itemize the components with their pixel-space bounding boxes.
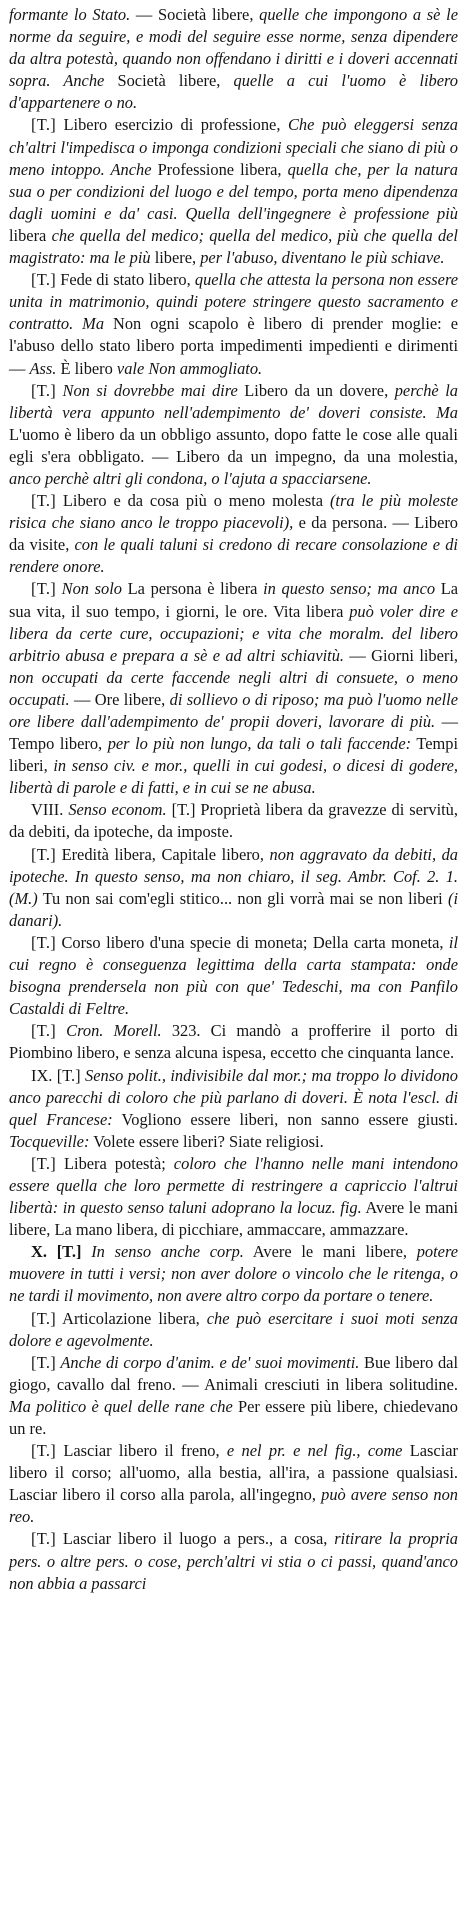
italic-text: Cron. Morell.	[56, 1021, 162, 1041]
source-tag: [T.]	[31, 579, 57, 599]
text-run: Professione libera,	[157, 159, 288, 179]
italic-text: potere muovere in tutti i versi; non aver dolore o vincolo che le ritenga, o ne tardi il movimento, non avere altro corpo da portare o tenere.	[9, 1242, 458, 1306]
entry-paragraph	[9, 380, 458, 490]
entry-paragraph	[9, 844, 458, 932]
text-run: VIII.	[31, 800, 69, 820]
entry-paragraph	[9, 1020, 458, 1064]
text-run: e da persona. — Libero da visite,	[9, 513, 458, 555]
entry-paragraph	[9, 1352, 458, 1440]
source-tag: [T.]	[31, 115, 57, 135]
italic-text: che quella del medico; quella del medico, più che quella del magistrato: ma le più	[9, 225, 458, 268]
source-tag: [T.]	[31, 491, 57, 511]
source-tag: [T.]	[31, 1441, 57, 1461]
italic-text: Che può eleggersi senza ch'altri l'impedisca o imponga condizioni speciali che siano di più o meno intoppo.	[9, 115, 458, 179]
italic-text: (i danari).	[9, 888, 458, 930]
italic-text: Ass.	[29, 358, 57, 378]
entry-paragraph	[9, 932, 458, 1020]
text-run: È libero	[56, 358, 117, 378]
text-run: Avere le mani libere, La mano libera, di picchiare, ammaccare, ammazzare.	[9, 1198, 458, 1240]
source-tag: [T.]	[31, 1021, 57, 1041]
italic-text: può avere senso non reo.	[9, 1485, 459, 1527]
italic-text: formante lo Stato.	[9, 5, 131, 24]
italic-text: quelle che impongono a sè le norme da seguire, e modi del seguire esse norme, senza dipendere da altra potestà, quando non offendano i diritti e i doveri accennati sopra.	[9, 5, 459, 91]
text-run: IX. [T.]	[31, 1065, 86, 1085]
text-run: [T.] Proprietà libera da gravezze di servitù, da debiti, da ipoteche, da imposte.	[9, 800, 458, 842]
entry-paragraph	[9, 490, 458, 578]
text-run: Volete essere liberi? Siate religiosi.	[89, 1131, 324, 1151]
entry-paragraph	[9, 1241, 458, 1307]
source-tag: [T.]	[31, 844, 57, 864]
italic-text: Tocqueville:	[9, 1131, 90, 1151]
italic-text: ritirare la propria pers. o altre pers. o cose, perch'altri vi stia o ci passi, quand'anco non abbia a passarci	[9, 1529, 458, 1593]
italic-text: il cui regno è conseguenza legittima della carta stampata: onde bisogna prendersela non più con que' Tedeschi, ma con Panfilo Castaldi di Feltre.	[9, 932, 458, 1019]
text-run: Libera potestà;	[56, 1153, 174, 1173]
text-run: Lasciar libero il freno,	[56, 1441, 227, 1461]
text-run: Lasciar libero il corso; all'uomo, alla bestia, all'ira, a passione qualsiasi. Lasciar libero il corso alla parola, all'ingegno,	[9, 1441, 458, 1505]
text-run: libera	[9, 225, 52, 245]
entry-paragraph	[9, 4, 458, 114]
italic-text: con le quali taluni si credono di recare consolazione e di rendere onore.	[9, 535, 458, 577]
italic-text: Senso polit., indivisibile dal mor.; ma troppo lo dividono anco parecchi di coloro che più parlano di doveri. È nota l'escl. di quel Francese:	[9, 1065, 458, 1129]
italic-text: per l'abuso, diventano le più schiave.	[200, 248, 445, 268]
italic-text: anco perchè altri gli condona, o l'ajuta a spacciarsene.	[9, 468, 372, 488]
italic-text: Anche	[104, 159, 158, 179]
text-run: La sua vita, il suo tempo, i giorni, le ore. Vita libera	[9, 579, 458, 621]
italic-text: Senso econom.	[68, 800, 167, 820]
text-run: Fede di stato libero,	[56, 270, 195, 290]
text-run: Lasciar libero il luogo a pers., a cosa,	[56, 1529, 335, 1549]
italic-text: di sollievo o di riposo; ma può l'uomo nelle ore libere dall'adempimento de' propii doveri, lavorare di più.	[9, 689, 459, 731]
text-run: 323. Ci mandò a profferire il porto di Piombino libero, e senza alcuna ispesa, eccetto che cinquanta lance.	[9, 1021, 458, 1063]
source-tag: [T.]	[31, 380, 57, 400]
italic-text: Ma politico è quel delle rane che	[9, 1396, 233, 1416]
text-run: libere,	[154, 248, 201, 268]
source-tag: [T.]	[31, 1308, 57, 1328]
italic-text: Anche di corpo d'anim. e de' suoi movimenti.	[56, 1352, 360, 1372]
source-tag: [T.]	[31, 1529, 57, 1549]
text-run: — Giorni liberi,	[344, 645, 459, 665]
italic-text: perchè la libertà vera appunto nell'adempimento de' doveri consiste. Ma	[9, 380, 458, 422]
entry-paragraph	[9, 1440, 458, 1528]
italic-text: (tra le più moleste risica che siano anco le troppo piacevoli),	[9, 491, 458, 533]
text-run: Tu non sai com'egli stitico... non gli vorrà mai se non liberi	[37, 888, 448, 908]
italic-text: in senso civ. e mor., quelli in cui godesi, o dicesi di godere, libertà di parole e di fatti, e in cui se ne abusa.	[9, 756, 458, 798]
entry-paragraph	[9, 1528, 458, 1594]
italic-text: Anche	[50, 71, 118, 91]
italic-text: coloro che l'hanno nelle mani intendono essere quella che loro permette di restringere a capriccio l'altrui libertà: in questo senso taluni adoprano la locuz. fig.	[9, 1153, 458, 1218]
text-run: Società libere,	[117, 71, 234, 91]
text-run: Vogliono essere liberi, non sanno essere giusti.	[112, 1109, 458, 1129]
italic-text: non occupati da certe faccende negli altri di consuete, o meno occupati.	[9, 667, 458, 709]
entry-paragraph	[9, 578, 458, 799]
italic-text: può voler dire e libera da certe cure, occupazioni; e vita che moralm. del libero arbitrio abusa e prepara a sè e ad altri schiavitù.	[9, 601, 458, 665]
italic-text: in questo senso; ma anco	[263, 579, 436, 599]
italic-text: non aggravato da debiti, da ipoteche. In questo senso, ma non chiaro, il seg. Ambr. Cof. 2. 1. (M.)	[9, 844, 458, 908]
text-run: Libero da un dovere,	[237, 380, 395, 400]
text-run: Per essere più libere, chiedevano un re.	[9, 1396, 458, 1438]
source-tag: [T.]	[31, 932, 57, 952]
entry-paragraph	[9, 114, 458, 269]
italic-text: In senso anche corp.	[91, 1242, 244, 1262]
entry-paragraph	[9, 1065, 458, 1153]
entry-paragraph	[9, 1308, 458, 1352]
text-run: — Società libere,	[130, 5, 260, 24]
italic-text: Non si dovrebbe mai dire	[56, 380, 238, 400]
italic-text: quella che attesta la persona non essere unita in matrimonio, quindi potere stringere questo sacramento e contratto. Ma	[9, 270, 458, 334]
source-tag: [T.]	[31, 1153, 57, 1173]
text-run: Articolazione libera,	[56, 1308, 207, 1328]
text-run: Eredità libera, Capitale libero,	[56, 844, 270, 864]
entry-paragraph	[9, 1153, 458, 1241]
source-tag: [T.]	[31, 1352, 57, 1372]
entry-paragraph	[9, 799, 458, 843]
text-run: Avere le mani libere,	[243, 1242, 417, 1262]
source-tag: [T.]	[31, 270, 57, 290]
text-run: L'uomo è libero da un obbligo assunto, dopo fatte le cose alle quali egli s'era obbligato. — Libero da un impegno, da una molestia,	[9, 424, 458, 466]
text-run: Libero esercizio di professione,	[56, 115, 288, 135]
text-run: Libero e da cosa più o meno molesta	[56, 491, 330, 511]
italic-text: quella che, per la natura sua o per condizioni del luogo e del tempo, porta meno dipendenza dagli uomini e da' casi. Quella dell'ingegnere è professione più	[9, 159, 458, 223]
text-run: X. [T.]	[31, 1242, 92, 1262]
text-run: Tempi liberi,	[9, 734, 459, 776]
italic-text: quelle a cui l'uomo è libero d'appartenere o no.	[9, 71, 458, 113]
text-run: Corso libero d'una specie di moneta; Della carta moneta,	[56, 932, 449, 952]
text-run: Non ogni scapolo è libero di prender moglie: e l'abuso dello stato libero porta impedimenti impedienti e dirimenti —	[9, 314, 458, 378]
text-run: — Ore libere,	[69, 689, 170, 709]
italic-text: che può esercitare i suoi moti senza dolore e agevolmente.	[9, 1308, 458, 1350]
text-run: Bue libero dal giogo, cavallo dal freno. — Animali cresciuti in libera solitudine.	[9, 1352, 458, 1394]
entry-paragraph	[9, 269, 458, 379]
italic-text: vale Non ammogliato.	[116, 358, 263, 378]
text-run: La persona è libera	[121, 579, 264, 599]
text-run: — Tempo libero,	[9, 712, 458, 754]
italic-text: per lo più non lungo, da tali o tali faccende:	[107, 734, 412, 754]
italic-text: Non solo	[56, 579, 122, 599]
italic-text: e nel pr. e nel fig., come	[226, 1441, 403, 1461]
